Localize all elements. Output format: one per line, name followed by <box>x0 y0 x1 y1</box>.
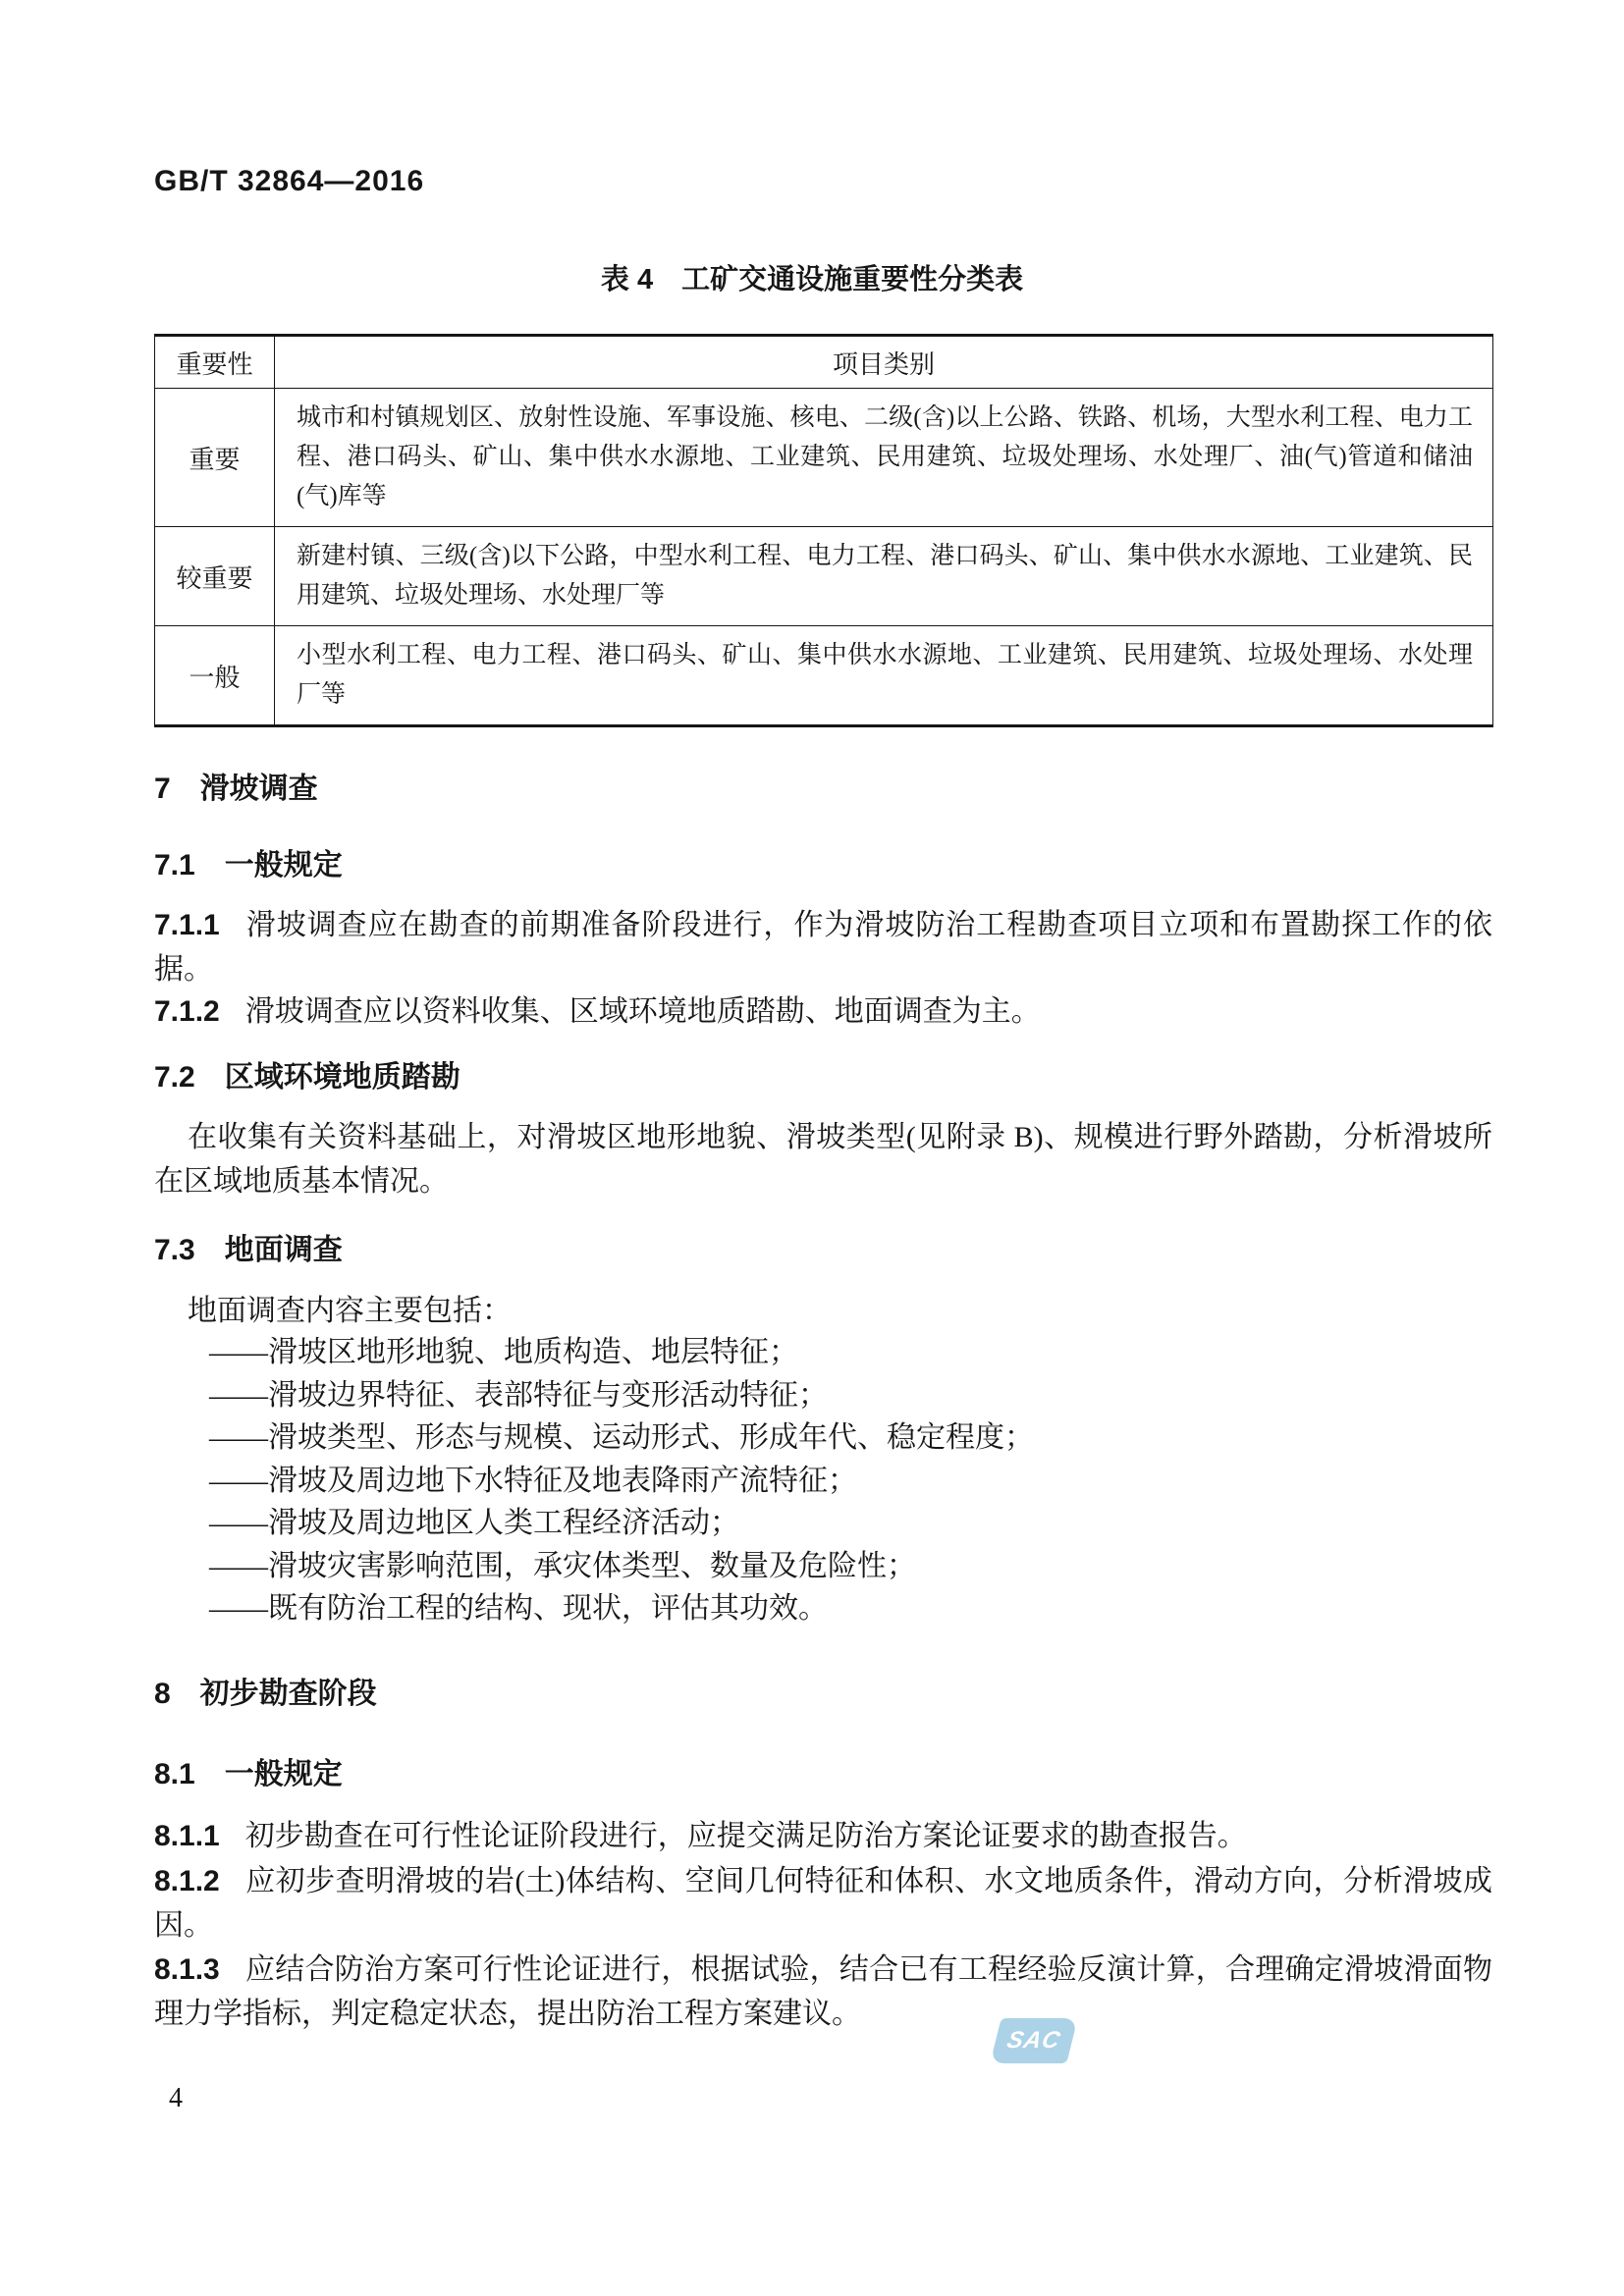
clause-7-1-1 <box>154 903 1492 991</box>
clause-7-1-2 <box>154 989 1492 1034</box>
clause-8-1-2 <box>154 1859 1492 1948</box>
list-item: ——滑坡及周边地区人类工程经济活动； <box>209 1507 739 1539</box>
clause-8-1-1 <box>154 1814 1492 1858</box>
sac-watermark-logo <box>990 2014 1084 2071</box>
survey-content-list <box>154 1331 1492 1630</box>
table-row <box>155 527 1493 626</box>
section-7-1-heading: 7.1 一般规定 <box>154 849 343 881</box>
category-cell: 城市和村镇规划区、放射性设施、军事设施、核电、二级(含)以上公路、铁路、机场，大型水利工程、电力工程、港口码头、矿山、集中供水水源地、工业建筑、民用建筑、垃圾处理场、水处理厂、油(气)管道和储油(气)库等 <box>275 389 1493 527</box>
sac-flag-shape <box>990 2018 1077 2063</box>
table-header-row <box>155 336 1493 389</box>
section-7-2-paragraph: 在收集有关资料基础上，对滑坡区地形地貌、滑坡类型(见附录 B)、规模进行野外踏勘，分析滑坡所在区域地质基本情况。 <box>154 1121 1492 1198</box>
clause-text: 滑坡调查应在勘查的前期准备阶段进行，作为滑坡防治工程勘查项目立项和布置勘探工作的依据。 <box>154 909 1492 986</box>
clause-number: 7.1.2 <box>154 995 220 1028</box>
section-8-1-heading: 8.1 一般规定 <box>154 1758 343 1790</box>
clause-text: 初步勘查在可行性论证阶段进行，应提交满足防治方案论证要求的勘查报告。 <box>244 1820 1247 1852</box>
clause-number: 8.1.3 <box>154 1953 220 1986</box>
section-7-2-heading: 7.2 区域环境地质踏勘 <box>154 1061 460 1094</box>
section-8-heading: 8 初步勘查阶段 <box>154 1678 377 1710</box>
section-7-3-heading: 7.3 地面调查 <box>154 1234 343 1266</box>
table-header-category: 项目类别 <box>275 336 1493 389</box>
category-cell: 小型水利工程、电力工程、港口码头、矿山、集中供水水源地、工业建筑、民用建筑、垃圾处理场、水处理厂等 <box>275 626 1493 726</box>
table-row <box>155 626 1493 726</box>
category-cell: 新建村镇、三级(含)以下公路，中型水利工程、电力工程、港口码头、矿山、集中供水水源地、工业建筑、民用建筑、垃圾处理场、水处理厂等 <box>275 527 1493 626</box>
table-row <box>155 389 1493 527</box>
importance-cell: 重要 <box>155 389 275 527</box>
importance-cell: 较重要 <box>155 527 275 626</box>
sac-logo-text: SAC <box>1003 2027 1064 2054</box>
list-item: ——既有防治工程的结构、现状，评估其功效。 <box>209 1592 828 1625</box>
section-7-3-intro: 地面调查内容主要包括： <box>188 1295 512 1327</box>
clause-8-1-3 <box>154 1948 1492 2036</box>
importance-table <box>154 334 1493 727</box>
list-item: ——滑坡类型、形态与规模、运动形式、形成年代、稳定程度； <box>209 1421 1034 1454</box>
clause-text: 应初步查明滑坡的岩(土)体结构、空间几何特征和体积、水文地质条件，滑动方向，分析滑坡成因。 <box>154 1865 1492 1942</box>
section-7-heading: 7 滑坡调查 <box>154 773 318 805</box>
clause-text: 滑坡调查应以资料收集、区域环境地质踏勘、地面调查为主。 <box>244 995 1041 1028</box>
list-item: ——滑坡边界特征、表部特征与变形活动特征； <box>209 1378 828 1412</box>
importance-cell: 一般 <box>155 626 275 726</box>
list-item: ——滑坡及周边地下水特征及地表降雨产流特征； <box>209 1464 857 1497</box>
clause-number: 8.1.2 <box>154 1865 220 1897</box>
clause-text: 应结合防治方案可行性论证进行，根据试验，结合已有工程经验反演计算，合理确定滑坡滑面物理力学指标，判定稳定状态，提出防治工程方案建议。 <box>154 1953 1492 2030</box>
page-number: 4 <box>169 2083 183 2113</box>
list-item: ——滑坡区地形地貌、地质构造、地层特征； <box>209 1336 798 1368</box>
doc-number: GB/T 32864—2016 <box>154 165 425 197</box>
clause-number: 7.1.1 <box>154 909 220 941</box>
table-header-importance: 重要性 <box>155 336 275 389</box>
list-item: ——滑坡灾害影响范围，承灾体类型、数量及危险性； <box>209 1549 916 1582</box>
clause-number: 8.1.1 <box>154 1820 220 1852</box>
table-title: 表 4 工矿交通设施重要性分类表 <box>600 264 1024 295</box>
